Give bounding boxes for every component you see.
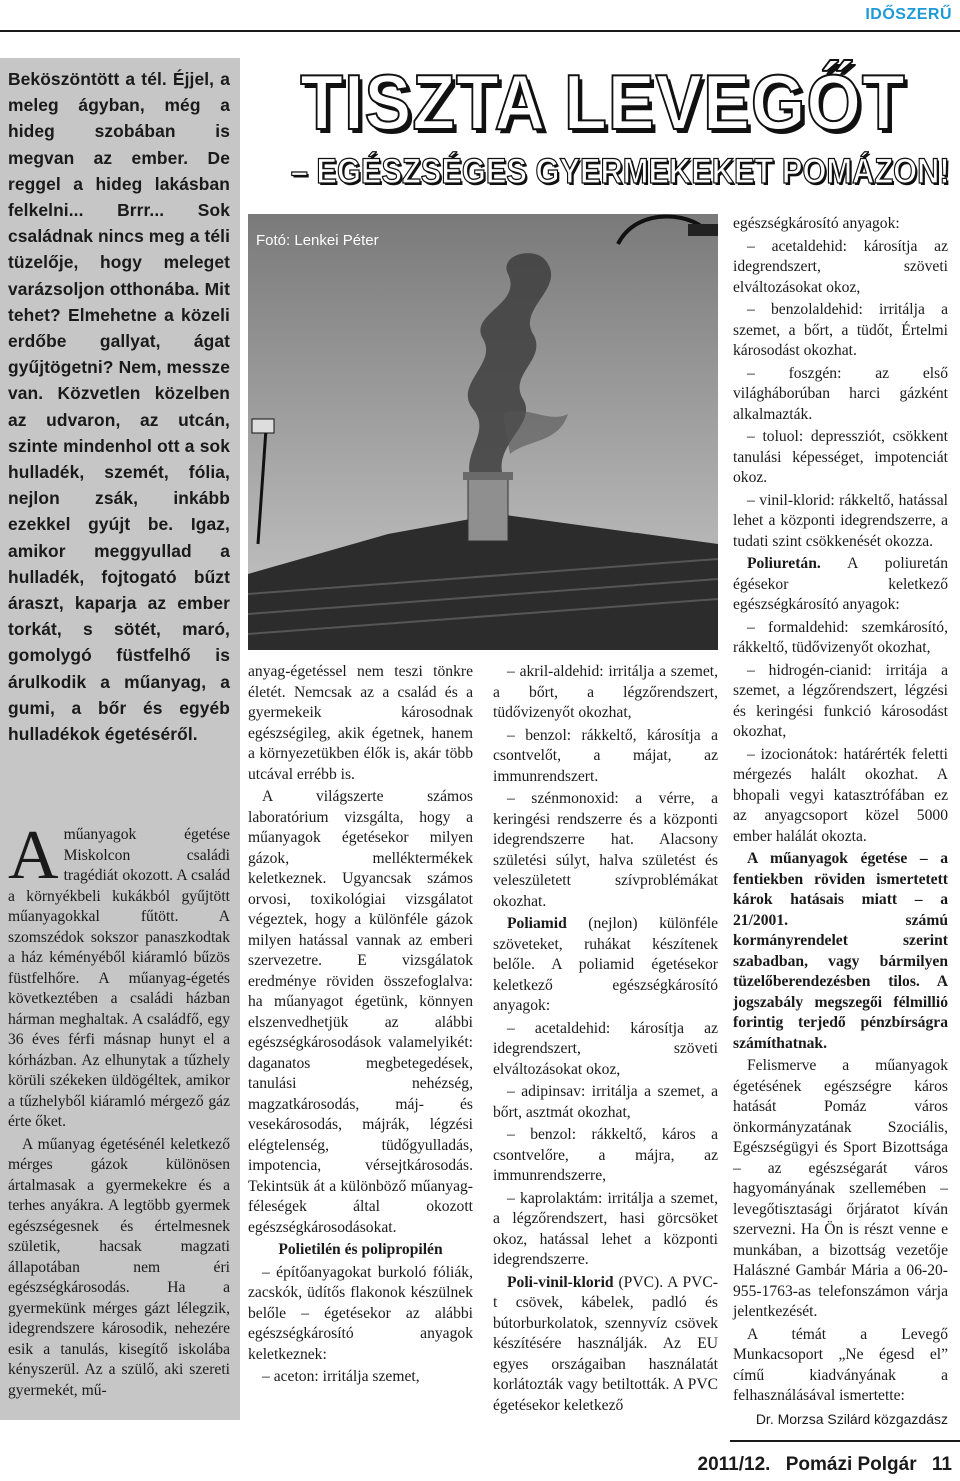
subheadline: – EGÉSZSÉGES GYERMEKEKET POMÁZON!	[290, 152, 950, 191]
dropcap: A	[8, 817, 59, 894]
page-number: 11	[931, 1454, 952, 1475]
paragraph: Poli-vinil-klorid (PVC). A PVC-t csövek, kábelek, padló és bútorburkolatok, szennyvíz csövek készítésére használják. Az EU egyes országaiban használatát korlátozták vagy betiltották. A PVC égetésekor keletkező	[493, 1273, 718, 1414]
issue-number: 2011/12.	[697, 1454, 771, 1475]
article-column-3	[733, 214, 948, 1431]
list-item: – foszgén: az első világháborúban harci gázként alkalmazták.	[733, 364, 948, 423]
top-rule	[0, 30, 960, 32]
sidebar-paragraph: A műanyag égetésénél keletkező mérges gázok különösen ártalmasak a gyermekekre és a terhes anyákra. A legtöbb gyermek egészségesnek és értelmesnek születik, hacsak magzati állapotában nem éri egészségkárosodás. Ha a gyermekünk mérges gázt lélegzik, idegrendszere károsodik, nehezére esik a tanulás, kisegítő iskolába kényszerül. Az a szülő, aki szereti gyermekét, mű-	[8, 1135, 230, 1399]
paragraph: anyag-égetéssel nem teszi tönkre életét. Nemcsak az a család és a gyermekeik károsodnak egészségileg, akik égetnek, hanem a környezetükben élők is, akár több utcával errébb is.	[248, 663, 473, 783]
paragraph: Poliamid (nejlon) különféle szöveteket, ruhákat készítenek belőle. A poliamid égetésekor keletkező egészségkárosító anyagok:	[493, 915, 718, 1014]
list-item: – hidrogén-cianid: irritája a szemet, a légzőrendszert, légzési és keringési funkció károsodást okozhat,	[733, 661, 948, 740]
list-item: – kaprolaktám: irritálja a szemet, a légzőrendszert, hasi görcsöket okoz, hatással lehet a központi idegrendszerre.	[493, 1189, 718, 1268]
section-tag: IDŐSZERŰ	[865, 6, 952, 23]
list-item: – adipinsav: irritálja a szemet, a bőrt, asztmát okozhat,	[493, 1083, 718, 1121]
chimney-smoke-photo	[248, 214, 718, 650]
paragraph: A világszerte számos laboratórium vizsgálta, hogy a műanyagok égetésekor milyen gázok, melléktermékek keletkeznek. Ugyancsak számos orvosi, toxikológiai vizsgálatot végeztek, hogy a különféle gázok milyen hatással vannak az emberi szervezetre. E vizsgálatok eredménye röviden összefoglalva: ha műanyagot égetünk, könnyen elszenvedhetjük az alábbi egészségkárosodások valamelyikét: daganatos megbetegedések, tanulási nehézség, magzatkárosodás, máj- és vesekárosodás, májrák, légzési elégtelenség, tüdőgyulladás, impotencia, vérsejtkárosodás. Tekintsük át a különböző műanyag-féleségek által okozott egészségkárosodásokat.	[248, 788, 473, 1236]
list-item: – benzol: rákkeltő, káros a csontvelőre, a májra, az immunrendszerre,	[493, 1126, 718, 1184]
paragraph: – építőanyagokat burkoló fóliák, zacskók, üdítős flakonok készülnek belőle – égetésekor az alábbi egészségkárosító anyagok keletkeznek:	[248, 1263, 473, 1363]
list-item: – szénmonoxid: a vérre, a keringési rendszerre és a központi idegrendszerre hat. Alacsony születési súlyt, halva születést és veleszületett szívproblémákat okozhat.	[493, 790, 718, 910]
sidebar-paragraph: Aműanyagok égetése Miskolcon családi tragédiát okozott. A család a környékbeli kukákból gyűjtött műanyagokkal fűtött. A szomszédok sokszor panaszkodtak a ház kéményéből kiáramló bűzös füstfelhőre. A műanyag-égetés következtében a családi házban hárman meghaltak. A családfő, egy 36 éves férfi másnap hunyt el a kórházban. Az elhunytak a tűzhely körüli székeken üldögéltek, amikor a tűzhelyből kiáramló mérgező gáz érte őket.	[8, 817, 230, 1130]
photo-credit: Fotó: Lenkei Péter	[256, 232, 379, 249]
list-item: – aceton: irritálja szemet,	[262, 1368, 420, 1385]
article-column-1	[248, 662, 473, 1390]
footer-rule	[730, 1440, 960, 1442]
paragraph: A témát a Levegő Munkacsoport „Ne égesd el” című kiadványának a felhasználásával ismertette:	[733, 1325, 948, 1404]
legal-notice: A műanyagok égetése – a fentiekben röviden ismertetett károk hatásais miatt – a 21/2001. számú kormányrendelet szerint szabadban, vagy bármilyen tüzelőberendezésben tilos. A jogszabály megszegői félmillió forintig terjedő pénzbírságra számíthatnak.	[733, 850, 948, 1052]
headline: TISZTA LEVEGŐT	[300, 58, 906, 146]
publication-name: Pomázi Polgár	[785, 1454, 917, 1475]
sidebar-article	[8, 817, 230, 1403]
intro-text: Beköszöntött a tél. Éjjel, a meleg ágyban, még a hideg szobában is megvan az ember. De reggel a hideg lakásban felkelni... Brrr... Sok családnak nincs meg a téli tüzelője, hogy meleget varázsoljon otthonába. Mit tehet? Elmehetne a közeli erdőbe gallyat, ágat gyűjtögetni? Nem, messze van. Közvetlen közelben az udvaron, az utcán, szinte mindenhol ott a sok hulladék, szemét, fólia, nejlon zsák, inkább ezekkel gyújt be. Igaz, amikor meggyullad a hulladék, fojtogató bűzt áraszt, kaparja az ember torkát, s sötét, maró, gomolygó füstfelhő is árulkodik a műanyag, a gumi, a bőr és egyéb hulladékok égetéséről.	[8, 69, 231, 745]
list-item: – acetaldehid: károsítja az idegrendszert, szöveti elváltozásokat okoz,	[733, 237, 948, 296]
list-item: – benzolaldehid: irritálja a szemet, a bőrt, a tüdőt, Értelmi károsodást okozhat.	[733, 301, 948, 359]
list-item: – vinil-klorid: rákkeltő, hatással lehet a központi idegrendszerre, a tudati szint csökkenését okozza.	[733, 491, 948, 550]
author-signature: Dr. Morzsa Szilárd közgazdász	[755, 1410, 948, 1427]
list-item: – benzol: rákkeltő, károsítja a csontvelőt, a májat, az immunrendszert.	[493, 726, 718, 785]
subheading: Polietilén és polipropilén	[278, 1241, 443, 1258]
list-item: – toluol: depressziót, csökkent tanulási képességet, impotenciát okoz.	[733, 428, 948, 486]
list-item: – formaldehid: szemkárosító, rákkeltő, tüdővizenyőt okozhat,	[733, 618, 948, 656]
list-item: – acetaldehid: károsítja az idegrendszert, szöveti elváltozásokat okoz,	[493, 1019, 718, 1078]
page-footer	[688, 1454, 953, 1476]
paragraph: egészségkárosító anyagok:	[733, 215, 900, 232]
article-column-2	[493, 662, 718, 1418]
paragraph: Felismerve a műanyagok égetésének egészségre káros hatását Pomáz város önkormányzatának Szociális, Egészségügyi és Sport Bizottsága – az egészségarát város hagyományának szellemében – levegőtisztasági őrjáratot kíván szervezni. Ha Ön is részt venne e munkában, a bizottság vezetője Halászné Gambár Mária a 06-20-955-1763-as telefonszámon várja jelentkezését.	[733, 1057, 948, 1320]
paragraph: Poliuretán. A poliuretán égésekor keletkező egészségkárosító anyagok:	[733, 555, 948, 613]
list-item: – izocionátok: határérték feletti mérgezés halált okozhat. A bhopali vegyi katasztrófában ez az anyagcsoport közel 5000 ember halálát okozta.	[733, 745, 948, 845]
list-item: – akril-aldehid: irritálja a szemet, a bőrt, a légzőrendszert, tüdővizenyőt okozhat,	[493, 663, 718, 721]
